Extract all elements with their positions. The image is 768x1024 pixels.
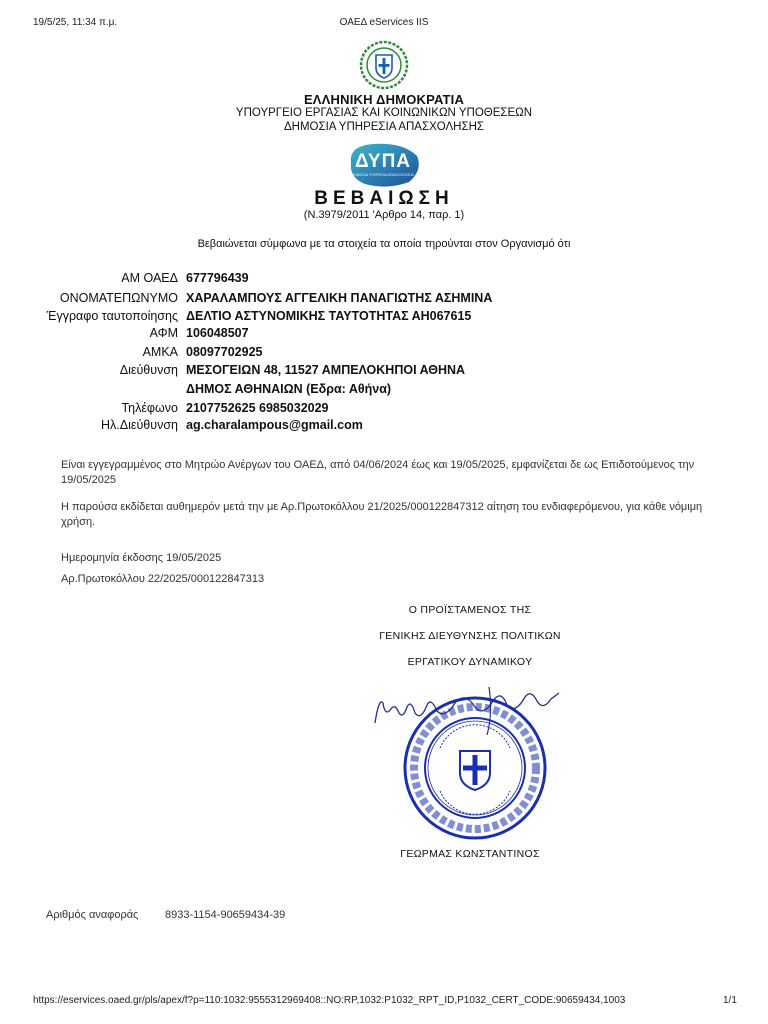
phone-label: Τηλέφωνο [121, 401, 178, 415]
dypa-logo-text: ΔΥΠΑ [354, 151, 412, 172]
reference-label: Αριθμός αναφοράς [46, 909, 139, 921]
reference-value: 8933-1154-90659434-39 [165, 909, 286, 921]
republic-title: ΕΛΛΗΝΙΚΗ ΔΗΜΟΚΡΑΤΙΑ [303, 92, 465, 107]
address-line2: ΔΗΜΟΣ ΑΘΗΝΑΙΩΝ (Εδρα: Αθήνα) [186, 382, 392, 396]
am-oaed-label: ΑΜ ΟΑΕΔ [121, 271, 178, 285]
service-name: ΔΗΜΟΣΙΑ ΥΠΗΡΕΣΙΑ ΑΠΑΣΧΟΛΗΣΗΣ [283, 121, 485, 133]
signature-title-line1: Ο ΠΡΟΪΣΤΑΜΕΝΟΣ ΤΗΣ [408, 604, 532, 616]
id-document-value: ΔΕΛΤΙΟ ΑΣΤΥΝΟΜΙΚΗΣ ΤΑΥΤΟΤΗΤΑΣ ΑΗ067615 [186, 309, 472, 323]
amka-value: 08097702925 [186, 345, 263, 359]
law-reference: (Ν.3979/2011 'Αρθρο 14, παρ. 1) [303, 209, 465, 221]
print-page-title: ΟΑΕΔ eServices IIS [339, 17, 429, 28]
dypa-logo [343, 140, 423, 190]
print-footer-page: 1/1 [723, 995, 737, 1006]
address-label: Διεύθυνση [119, 363, 178, 377]
am-oaed-value: 677796439 [186, 271, 249, 285]
email-value: ag.charalampous@gmail.com [186, 418, 363, 432]
signature-title-line2: ΓΕΝΙΚΗΣ ΔΙΕΥΘΥΝΣΗΣ ΠΟΛΙΤΙΚΩΝ [379, 630, 561, 642]
phone-value: 2107752625 6985032029 [186, 401, 329, 415]
afm-value: 106048507 [186, 326, 249, 340]
address-line1: ΜΕΣΟΓΕΙΩΝ 48, 11527 ΑΜΠΕΛΟΚΗΠΟΙ ΑΘΗΝΑ [186, 363, 466, 377]
id-document-label: Έγγραφο ταυτοποίησης [46, 309, 178, 323]
issued-text: Η παρούσα εκδίδεται αυθημερόν μετά την με Αρ.Πρωτοκόλλου 21/2025/000122847312 αίτηση του ενδιαφερόμενου, για κάθε νόμιμη χρήση. [61, 501, 703, 528]
signature-title-line3: ΕΡΓΑΤΙΚΟΥ ΔΥΝΑΜΙΚΟΥ [407, 656, 533, 668]
official-stamp [400, 693, 550, 843]
fullname-label: ΟΝΟΜΑΤΕΠΩΝΥΜΟ [59, 291, 178, 305]
email-label: Ηλ.Διεύθυνση [101, 418, 178, 432]
signer-name: ΓΕΩΡΜΑΣ ΚΩΝΣΤΑΝΤΙΝΟΣ [400, 848, 540, 860]
protocol-number: Αρ.Πρωτοκόλλου 22/2025/000122847313 [61, 573, 265, 585]
dypa-logo-subtext: ΔΗΜΟΣΙΑ ΥΠΗΡΕΣΙΑ ΑΠΑΣΧΟΛΗΣΗΣ [351, 173, 415, 177]
registration-text: Είναι εγγεγραμμένος στο Μητρώο Ανέργων του ΟΑΕΔ, από 04/06/2024 έως και 19/05/2025, εμφανίζεται δε ως Επιδοτούμενος την 19/05/2025 [61, 459, 695, 486]
fullname-value: ΧΑΡΑΛΑΜΠΟΥΣ ΑΓΓΕΛΙΚΗ ΠΑΝΑΓΙΩΤΗΣ ΑΣΗΜΙΝΑ [186, 291, 493, 305]
certificate-title: ΒΕΒΑΙΩΣΗ [314, 188, 454, 209]
amka-label: ΑΜΚΑ [142, 345, 178, 359]
issue-date: Ημερομηνία έκδοσης 19/05/2025 [61, 552, 222, 564]
print-footer-url[interactable]: https://eservices.oaed.gr/pls/apex/f?p=110:1032:9555312969408::NO:RP,1032:P1032_RPT_ID,P1032_CERT_CODE:90659434,1003 [33, 995, 626, 1006]
ministry-name: ΥΠΟΥΡΓΕΙΟ ΕΡΓΑΣΙΑΣ ΚΑΙ ΚΟΙΝΩΝΙΚΩΝ ΥΠΟΘΕΣΕΩΝ [235, 107, 533, 119]
certificate-intro: Βεβαιώνεται σύμφωνα με τα στοιχεία τα οποία τηρούνται στον Οργανισμό ότι [197, 238, 571, 250]
print-datetime: 19/5/25, 11:34 π.μ. [33, 17, 118, 28]
afm-label: ΑΦΜ [149, 326, 178, 340]
greek-emblem-icon [359, 40, 409, 90]
